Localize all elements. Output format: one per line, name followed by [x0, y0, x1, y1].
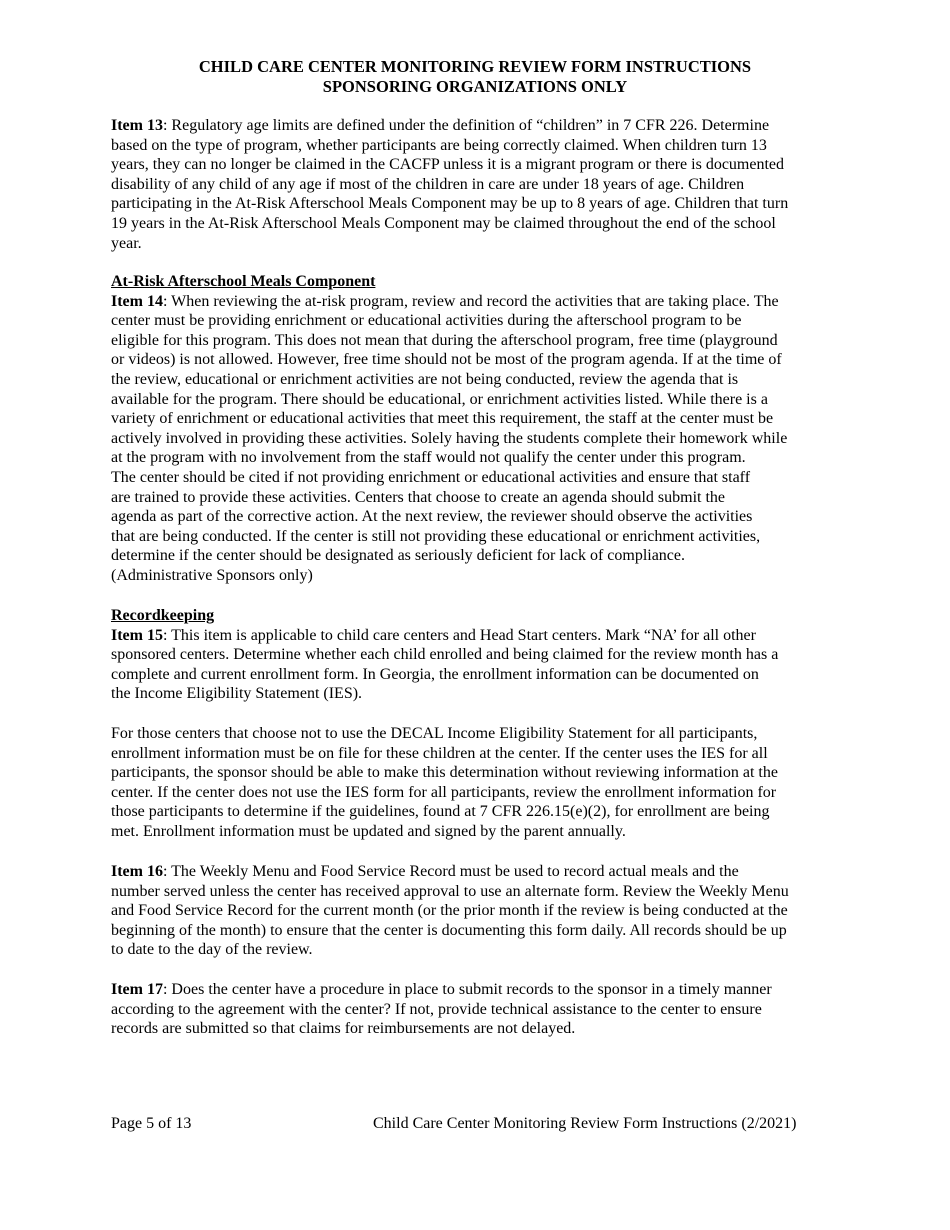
item-15-label: Item 15 — [111, 626, 163, 644]
item-17-paragraph: Item 17: Does the center have a procedure in place to submit records to the sponsor in a timely manner according to the agreement with the center? If not, provide technical assistance to the center to ensure records are submitted so that claims for reimbursements are not delayed. — [111, 981, 772, 1038]
recordkeeping-section: Recordkeeping Item 15: This item is applicable to child care centers and Head Start centers. Mark “NA’ for all other sponsored centers. Determine whether each child enrolled and being claimed for the review month has a complete and current enrollment form. In Georgia, the enrollment information can be documented on the Income Eligibility Statement (IES). — [111, 606, 851, 704]
recordkeeping-heading: Recordkeeping — [111, 607, 215, 624]
footer-document-title: Child Care Center Monitoring Review Form Instructions (2/2021) — [373, 1115, 797, 1132]
item-16-paragraph: Item 16: The Weekly Menu and Food Service Record must be used to record actual meals and the number served unless the center has received approval to use an alternate form. Review the Weekly Menu and Food Service Record for the current month (or the prior month if the review is being conducted at the beginning of the month) to ensure that the center is documenting this form daily. All records should be up to date to the day of the review. — [111, 863, 789, 959]
item-17-label: Item 17 — [111, 981, 163, 998]
item-14-label: Item 14 — [111, 292, 163, 310]
item-16-label: Item 16 — [111, 863, 163, 880]
ies-paragraph: For those centers that choose not to use the DECAL Income Eligibility Statement for all participants, enrollment information must be on file for these children at the center. If the center uses the IES for all participants, the sponsor should be able to make this determination without reviewing information at the center. If the center does not use the IES form for all participants, review the enrollment information for those participants to determine if the guidelines, found at 7 CFR 226.15(e)(2), for enrollment are being met. Enrollment information must be updated and signed by the parent annually. — [111, 725, 778, 840]
at-risk-section: At-Risk Afterschool Meals Component Item 14: When reviewing the at-risk program, review and record the activities that are taking place. The center must be providing enrichment or educational activities during the afterschool program to be eligible for this program. This does not mean that during the afterschool program, free time (playground or videos) is not allowed. However, free time should not be most of the program agenda. If at the time of the review, educational or enrichment activities are not being conducted, review the agenda that is available for the program. There should be educational, or enrichment activities listed. While there is a variety of enrichment or educational activities that meet this requirement, the staff at the center must be actively involved in providing these activities. Solely having the students complete their homework while at the program with no involvement from the staff would not qualify the center under this program. The center should be cited if not providing enrichment or educational activities and ensure that staff are trained to provide these activities. Centers that choose to create an agenda should submit the agenda as part of the corrective action. At the next review, the reviewer should observe the activities that are being conducted. If the center is still not providing these educational or enrichment activities, determine if the center should be designated as seriously deficient for lack of compliance. (Administrative Sponsors only) — [111, 272, 851, 586]
page-title-line-1: CHILD CARE CENTER MONITORING REVIEW FORM INSTRUCTIONS — [198, 57, 752, 76]
item-13-label: Item 13 — [111, 117, 163, 134]
page-title-line-2: SPONSORING ORGANIZATIONS ONLY — [322, 76, 628, 96]
item-13-paragraph: Item 13: Regulatory age limits are defined under the definition of “children” in 7 CFR 226. Determine based on the type of program, whether participants are being correctly claimed. When children turn 13 years, they can no longer be claimed in the CACFP unless it is a migrant program or there is documented disability of any child of any age if most of the children in care are under 18 years of age. Children participating in the At-Risk Afterschool Meals Component may be up to 8 years of age. Children that turn 19 years in the At-Risk Afterschool Meals Component may be claimed throughout the end of the school year. — [111, 117, 789, 252]
page-number: Page 5 of 13 — [111, 1115, 192, 1132]
at-risk-heading: At-Risk Afterschool Meals Component — [111, 273, 376, 290]
